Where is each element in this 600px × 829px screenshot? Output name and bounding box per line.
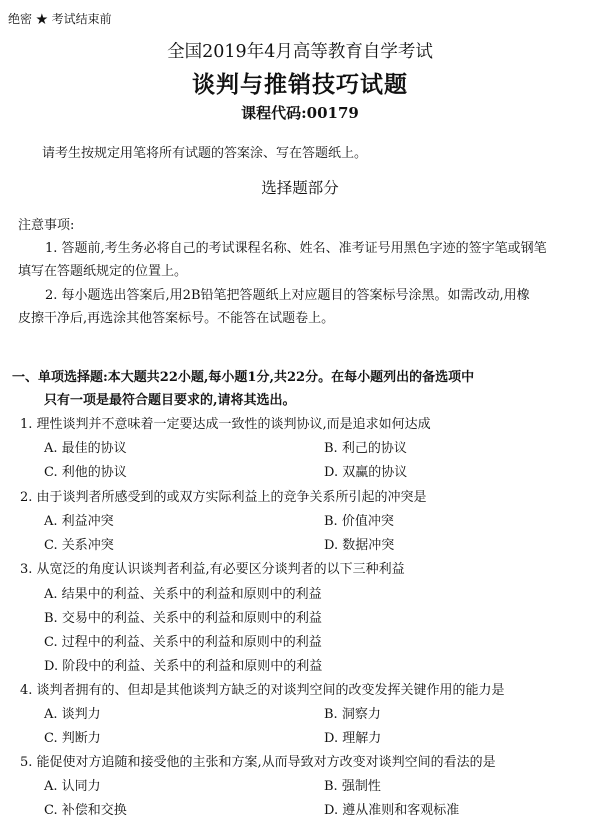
q2-option-d: D. 数据冲突 (324, 538, 395, 553)
course-code: 课程代码:00179 (241, 104, 359, 122)
question-4: 4. 谈判者拥有的、但却是其他谈判方缺乏的对谈判空间的改变发挥关键作用的能力是 (20, 683, 505, 698)
q2-option-a: A. 利益冲突 (44, 514, 114, 529)
q5-option-d: D. 遵从准则和客观标准 (324, 803, 460, 818)
instruction-text: 请考生按规定用笔将所有试题的答案涂、写在答题纸上。 (42, 146, 368, 161)
q5-option-c: C. 补偿和交换 (44, 803, 127, 818)
subject-title: 谈判与推销技巧试题 (192, 71, 408, 98)
q1-option-b: B. 利己的协议 (324, 441, 407, 456)
q2-option-b: B. 价值冲突 (324, 514, 394, 529)
q2-option-c: C. 关系冲突 (44, 538, 114, 553)
part-title: 选择题部分 (261, 179, 339, 197)
section-heading-line-1: 一、单项选择题:本大题共22小题,每小题1分,共22分。在每小题列出的备选项中 (12, 370, 475, 385)
question-2: 2. 由于谈判者所感受到的或双方实际利益上的竞争关系所引起的冲突是 (20, 490, 427, 505)
question-1: 1. 理性谈判并不意味着一定要达成一致性的谈判协议,而是追求如何达成 (20, 417, 431, 432)
q3-option-a: A. 结果中的利益、关系中的利益和原则中的利益 (44, 587, 322, 602)
notes-heading: 注意事项: (18, 218, 75, 233)
secrecy-label: 绝密 ★ 考试结束前 (8, 12, 112, 26)
note-2-line-1: 2. 每小题选出答案后,用2B铅笔把答题纸上对应题目的答案标号涂黑。如需改动,用橡 (45, 288, 530, 303)
q1-option-a: A. 最佳的协议 (44, 441, 127, 456)
q5-option-a: A. 认同力 (44, 779, 101, 794)
question-5: 5. 能促使对方追随和接受他的主张和方案,从而导致对方改变对谈判空间的看法的是 (20, 755, 496, 770)
q5-option-b: B. 强制性 (324, 779, 381, 794)
question-3: 3. 从宽泛的角度认识谈判者利益,有必要区分谈判者的以下三种利益 (20, 562, 405, 577)
q4-option-c: C. 判断力 (44, 731, 101, 746)
q4-option-d: D. 理解力 (324, 731, 382, 746)
section-heading-line-2: 只有一项是最符合题目要求的,请将其选出。 (44, 393, 296, 408)
q3-option-b: B. 交易中的利益、关系中的利益和原则中的利益 (44, 611, 322, 626)
q1-option-c: C. 利他的协议 (44, 465, 127, 480)
q3-option-c: C. 过程中的利益、关系中的利益和原则中的利益 (44, 635, 322, 650)
q4-option-b: B. 洞察力 (324, 707, 381, 722)
q4-option-a: A. 谈判力 (44, 707, 101, 722)
q1-option-d: D. 双赢的协议 (324, 465, 408, 480)
note-2-line-2: 皮擦干净后,再选涂其他答案标号。不能答在试题卷上。 (18, 311, 335, 326)
note-1-line-2: 填写在答题纸规定的位置上。 (18, 264, 188, 279)
q3-option-d: D. 阶段中的利益、关系中的利益和原则中的利益 (44, 659, 323, 674)
note-1-line-1: 1. 答题前,考生务必将自己的考试课程名称、姓名、准考证号用黑色字迹的签字笔或钢笔 (45, 241, 547, 256)
exam-title: 全国2019年4月高等教育自学考试 (167, 42, 433, 62)
